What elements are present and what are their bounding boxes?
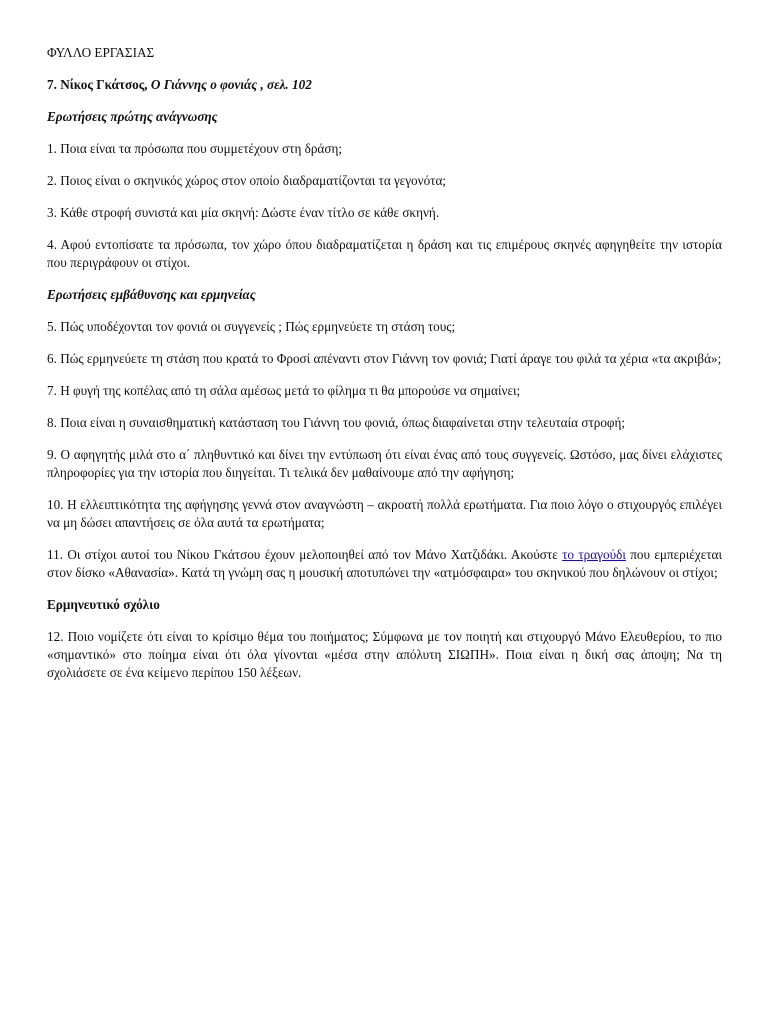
question-3: 3. Κάθε στροφή συνιστά και μία σκηνή: Δώστε έναν τίτλο σε κάθε σκηνή. — [47, 205, 440, 220]
reference-poem-title: Ο Γιάννης ο φονιάς , σελ. 102 — [150, 77, 312, 92]
question-2: 2. Ποιος είναι ο σκηνικός χώρος στον οποίο διαδραματίζονται τα γεγονότα; — [47, 173, 447, 188]
question-10: 10. Η ελλειπτικότητα της αφήγησης γεννά στον αναγνώστη – ακροατή πολλά ερωτήματα. Για ποιο λόγο ο στιχουργός επιλέγει να μη δώσει απαντήσεις σε όλα αυτά τα ερωτήματα; — [47, 497, 722, 530]
section-heading-first-reading: Ερωτήσεις πρώτης ανάγνωσης — [47, 109, 218, 124]
poem-reference — [47, 76, 722, 94]
worksheet-title: ΦΥΛΛΟ ΕΡΓΑΣΙΑΣ — [47, 45, 155, 60]
question-1: 1. Ποια είναι τα πρόσωπα που συμμετέχουν στη δράση; — [47, 141, 343, 156]
question-8: 8. Ποια είναι η συναισθηματική κατάσταση του Γιάννη του φονιά, όπως διαφαίνεται στην τελευταία στροφή; — [47, 415, 626, 430]
reference-author: 7. Νίκος Γκάτσος, — [47, 77, 151, 92]
question-7: 7. Η φυγή της κοπέλας από τη σάλα αμέσως μετά το φίλημα τι θα μπορούσε να σημαίνει; — [47, 383, 521, 398]
question-11-text-after: που εμπεριέχεται στον δίσκο «Αθανασία». Κατά τη γνώμη σας η μουσική αποτυπώνει την «ατμόσφαιρα» του σκηνικού που δηλώνουν οι στίχοι; — [47, 547, 722, 580]
question-11 — [47, 546, 722, 582]
song-link[interactable]: το τραγούδι — [562, 547, 626, 562]
question-6: 6. Πώς ερμηνεύετε τη στάση που κρατά το Φροσί απέναντι στον Γιάννη τον φονιά; Γιατί άραγε του φιλά τα χέρια «τα ακριβά»; — [47, 351, 722, 366]
question-9: 9. Ο αφηγητής μιλά στο α΄ πληθυντικό και δίνει την εντύπωση ότι είναι ένας από τους συγγενείς. Ωστόσο, μας δίνει ελάχιστες πληροφορίες για την ιστορία που διηγείται. Τι τελικά δεν μαθαίνουμε από την αφήγηση; — [47, 447, 722, 480]
question-5: 5. Πώς υποδέχονται τον φονιά οι συγγενείς ; Πώς ερμηνεύετε τη στάση τους; — [47, 319, 456, 334]
question-11-text-before: 11. Οι στίχοι αυτοί του Νίκου Γκάτσου έχουν μελοποιηθεί από τον Μάνο Χατζιδάκι. Ακούστε — [47, 547, 563, 562]
section-heading-commentary: Ερμηνευτικό σχόλιο — [47, 597, 160, 612]
question-4: 4. Αφού εντοπίσατε τα πρόσωπα, τον χώρο όπου διαδραματίζεται η δράση και τις επιμέρους σκηνές αφηγηθείτε την ιστορία που περιγράφουν οι στίχοι. — [47, 237, 722, 270]
question-12: 12. Ποιο νομίζετε ότι είναι το κρίσιμο θέμα του ποιήματος; Σύμφωνα με τον ποιητή και στιχουργό Μάνο Ελευθερίου, το πιο «σημαντικό» στο ποίημα είναι ότι όλα γίνονται «μέσα στην απόλυτη ΣΙΩΠΗ». Ποια είναι η δική σας άποψη; Να τη σχολιάσετε σε ένα κείμενο περίπου 150 λέξεων. — [47, 629, 722, 680]
section-heading-interpretation: Ερωτήσεις εμβάθυνσης και ερμηνείας — [47, 287, 256, 302]
